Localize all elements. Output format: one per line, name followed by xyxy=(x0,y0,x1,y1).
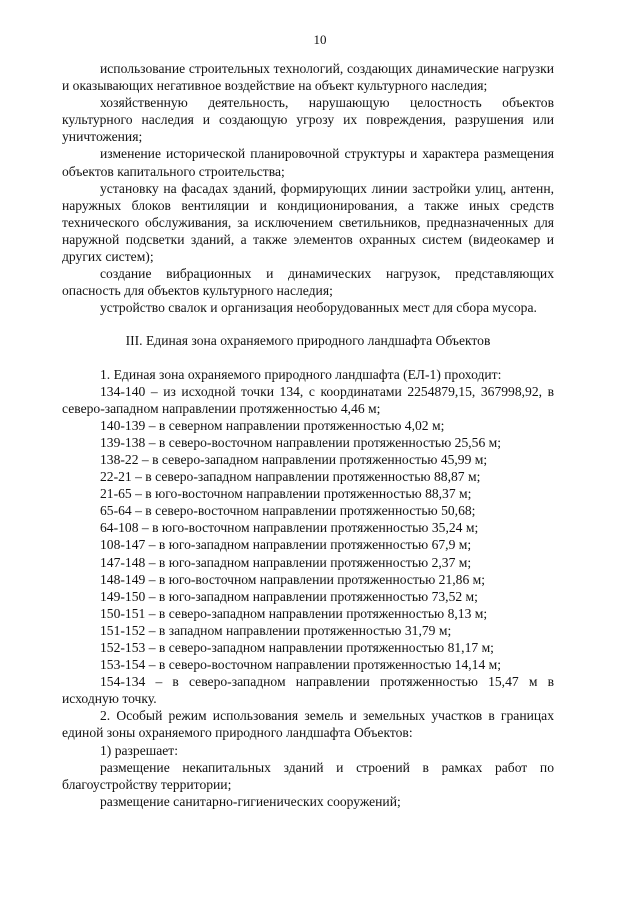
segment-line: 147-148 – в юго-западном направлении протяженностью 2,37 м; xyxy=(100,554,472,570)
segment-line: 65-64 – в северо-восточном направлении протяженностью 50,68; xyxy=(100,503,476,519)
segment-line: 22-21 – в северо-западном направлении протяженностью 88,87 м; xyxy=(100,469,481,485)
segment-line: 108-147 – в юго-западном направлении протяженностью 67,9 м; xyxy=(100,537,472,553)
segment-line: 134-140 – из исходной точки 134, с координатами 2254879,15, 367998,92, в северо-западном направлении протяженностью 4,46 м; xyxy=(62,383,554,416)
paragraph: изменение исторической планировочной структуры и характера размещения объектов капитального строительства; xyxy=(62,146,554,179)
paragraph: устройство свалок и организация необорудованных мест для сбора мусора. xyxy=(100,300,537,316)
item-2: 2. Особый режим использования земель и земельных участков в границах единой зоны охраняемого природного ландшафта Объектов: xyxy=(62,708,554,741)
segment-line: 150-151 – в северо-западном направлении протяженностью 8,13 м; xyxy=(100,605,488,621)
segment-line: 148-149 – в юго-восточном направлении протяженностью 21,86 м; xyxy=(100,571,486,587)
paragraph: хозяйственную деятельность, нарушающую целостность объектов культурного наследия и создающую угрозу их повреждения, разрушения или уничтожения; xyxy=(62,95,554,145)
document-body xyxy=(62,60,554,810)
segment-line: 151-152 – в западном направлении протяженностью 31,79 м; xyxy=(100,622,452,638)
segment-line: 153-154 – в северо-восточном направлении протяженностью 14,14 м; xyxy=(100,657,502,673)
segment-line: 139-138 – в северо-восточном направлении протяженностью 25,56 м; xyxy=(100,434,502,450)
section-heading: III. Единая зона охраняемого природного ландшафта Объектов xyxy=(125,333,491,349)
segment-line: 21-65 – в юго-восточном направлении протяженностью 88,37 м; xyxy=(100,486,472,502)
segment-line: 64-108 – в юго-восточном направлении протяженностью 35,24 м; xyxy=(100,520,479,536)
segment-line: 152-153 – в северо-западном направлении протяженностью 81,17 м; xyxy=(100,640,494,655)
page-number: 10 xyxy=(313,32,327,47)
item-1-intro: 1. Единая зона охраняемого природного ландшафта (ЕЛ-1) проходит: xyxy=(100,366,502,382)
segment-line: 140-139 – в северном направлении протяженностью 4,02 м; xyxy=(100,417,445,433)
paragraph: использование строительных технологий, создающих динамические нагрузки и оказывающих негативное воздействие на объект культурного наследия; xyxy=(62,61,554,94)
item-2-subitem: 1) разрешает: xyxy=(100,742,179,758)
permit-item: размещение санитарно-гигиенических сооружений; xyxy=(100,793,401,809)
paragraph: создание вибрационных и динамических нагрузок, представляющих опасность для объектов культурного наследия; xyxy=(62,266,554,299)
permit-item: размещение некапитальных зданий и строений в рамках работ по благоустройству территории; xyxy=(62,759,554,792)
paragraph: установку на фасадах зданий, формирующих линии застройки улиц, антенн, наружных блоков вентиляции и кондиционирования, а также иных средств технического обслуживания, за исключением светильников, предназначенных для наружной подсветки зданий, а также элементов охранных систем (видеокамер и других систем); xyxy=(62,180,554,265)
segment-line: 149-150 – в юго-западном направлении протяженностью 73,52 м; xyxy=(100,588,478,604)
segment-line: 138-22 – в северо-западном направлении протяженностью 45,99 м; xyxy=(100,451,488,467)
segment-line: 154-134 – в северо-западном направлении протяженностью 15,47 м в исходную точку. xyxy=(62,674,554,707)
